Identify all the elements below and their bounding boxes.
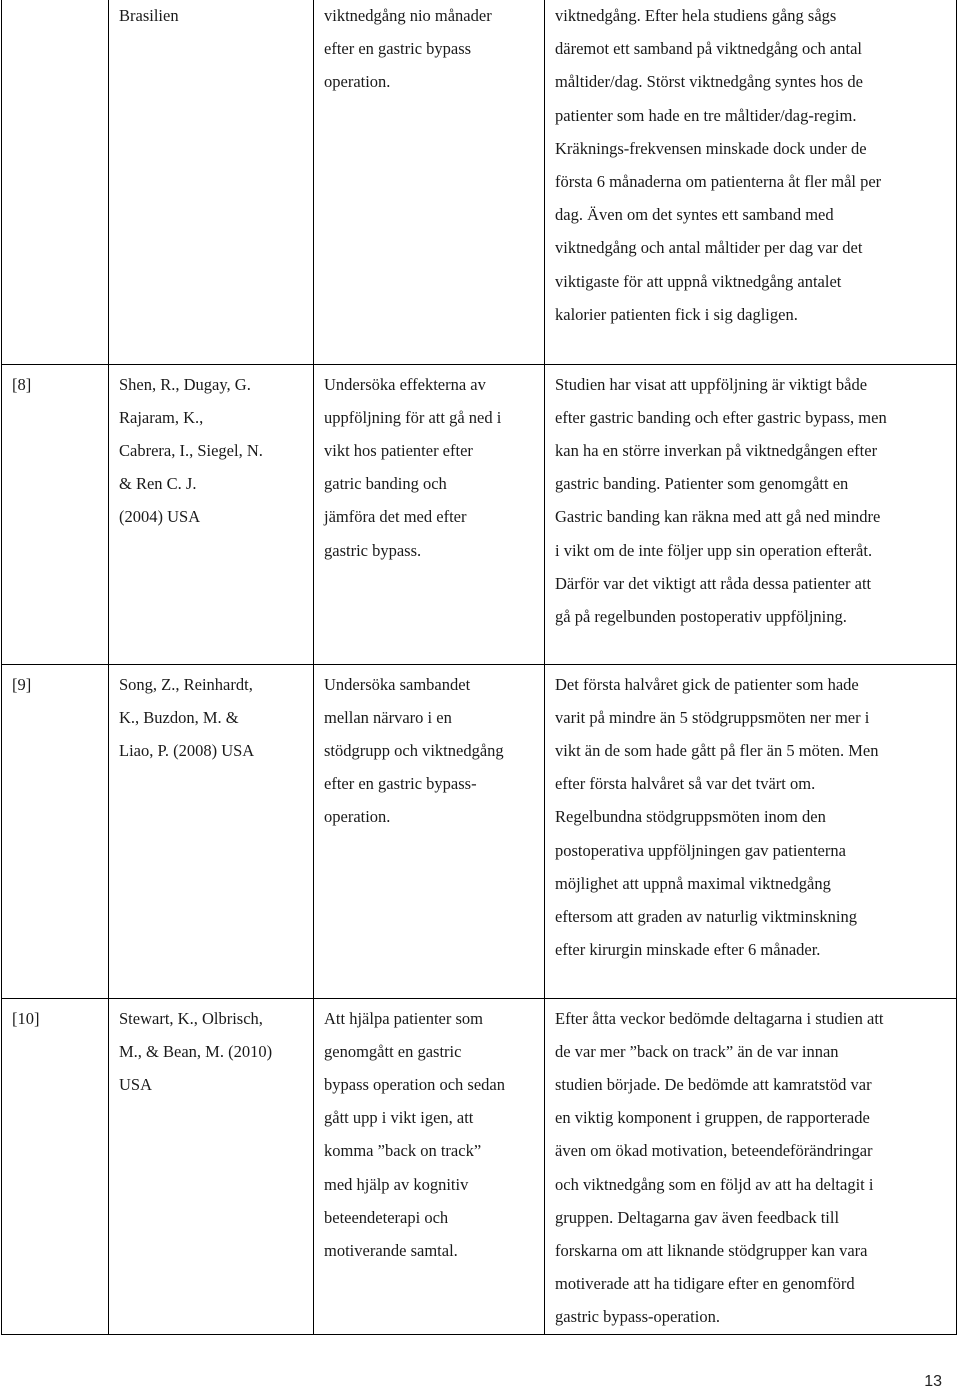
table-row <box>2 364 957 664</box>
authors-text: Stewart, K., Olbrisch, M., & Bean, M. (2010) USA <box>119 1008 273 1094</box>
aim-text: Undersöka effekterna av uppföljning för att gå ned i vikt hos patienter efter gatric banding och jämföra det med efter gastric bypass. <box>324 374 502 560</box>
aim-text: viktnedgång nio månader efter en gastric bypass operation. <box>324 6 492 92</box>
authors-cell <box>109 998 314 1334</box>
authors-cell <box>109 664 314 998</box>
authors-text: Brasilien <box>119 6 179 25</box>
aim-text: Undersöka sambandet mellan närvaro i en stödgrupp och viktnedgång efter en gastric bypass- operation. <box>324 674 504 827</box>
aim-cell <box>314 0 545 364</box>
reference-cell <box>2 998 109 1334</box>
result-cell <box>545 664 957 998</box>
result-text: Efter åtta veckor bedömde deltagarna i studien att de var mer ”back on track” än de var innan studien började. De bedömde att kamratstöd var en viktig komponent i gruppen, de rapporterade även om ökad motivation, beteendeförändringar och viktnedgång som en följd av att ha deltagit i gruppen. Deltagarna gav även feedback till forskarna om att liknande stödgrupper kan vara motiverade att ha tidigare efter en genomförd gastric bypass-operation. <box>555 1008 884 1327</box>
page-number: 13 <box>924 1373 942 1390</box>
authors-text: Song, Z., Reinhardt, K., Buzdon, M. & Liao, P. (2008) USA <box>119 674 255 760</box>
reference-text: [8] <box>12 374 32 394</box>
authors-text: Shen, R., Dugay, G. Rajaram, K., Cabrera, I., Siegel, N. & Ren C. J. (2004) USA <box>119 374 263 527</box>
result-text: viktnedgång. Efter hela studiens gång sågs däremot ett samband på viktnedgång och antal måltider/dag. Störst viktnedgång syntes hos de patienter som hade en tre måltider/dag-regim. Kräknings-frekvensen minskade dock under de första 6 månaderna om patienterna åt fler mål per dag. Även om det syntes ett samband med viktnedgång och antal måltider per dag var det viktigaste för att uppnå viktnedgång antalet kalorier patienten fick i sig dagligen. <box>555 6 882 324</box>
result-text: Det första halvåret gick de patienter som hade varit på mindre än 5 stödgruppsmöten ner mer i vikt än de som hade gått på fler än 5 möten. Men efter första halvåret så var det tvärt om. Regelbundna stödgruppsmöten inom den postoperativa uppföljningen gav patienterna möjlighet att uppnå maximal viktnedgång eftersom att graden av naturlig viktminskning efter kirurgin minskade efter 6 månader. <box>555 674 879 960</box>
aim-text: Att hjälpa patienter som genomgått en gastric bypass operation och sedan gått upp i vikt igen, att komma ”back on track” med hjälp av kognitiv beteendeterapi och motiverande samtal. <box>324 1008 505 1260</box>
table-row <box>2 998 957 1334</box>
authors-cell <box>109 364 314 664</box>
aim-cell <box>314 998 545 1334</box>
reference-cell <box>2 664 109 998</box>
result-text: Studien har visat att uppföljning är viktigt både efter gastric banding och efter gastric bypass, men kan ha en större inverkan på viktnedgången efter gastric banding. Patienter som genomgått en Gastric banding kan räkna med att gå ned mindre i vikt om de inte följer upp sin operation efteråt. Därför var det viktigt att råda dessa patienter att gå på regelbunden postoperativ uppföljning. <box>555 374 887 626</box>
aim-cell <box>314 664 545 998</box>
reference-cell <box>2 364 109 664</box>
authors-cell <box>109 0 314 364</box>
table-row <box>2 664 957 998</box>
table-row <box>2 0 957 364</box>
result-cell <box>545 998 957 1334</box>
reference-text: [9] <box>12 674 32 694</box>
reference-cell <box>2 0 109 364</box>
studies-table <box>1 0 957 1335</box>
result-cell <box>545 364 957 664</box>
reference-text: [10] <box>12 1008 40 1028</box>
aim-cell <box>314 364 545 664</box>
result-cell <box>545 0 957 364</box>
